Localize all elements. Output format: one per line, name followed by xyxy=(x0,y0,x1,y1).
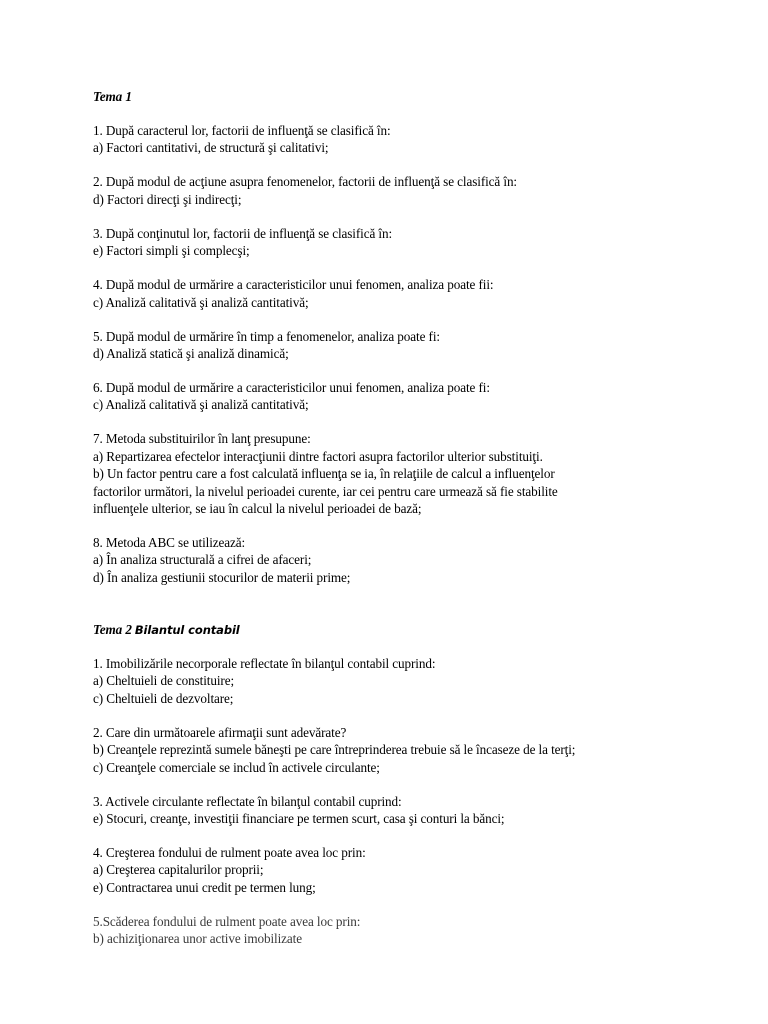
question-text: 8. Metoda ABC se utilizează: xyxy=(93,535,246,551)
question-text: 7. Metoda substituirilor în lanţ presupune: xyxy=(93,431,311,447)
answer-text: c) Analiză calitativă şi analiză cantitativă; xyxy=(93,397,309,413)
answer-text: e) Stocuri, creanţe, investiţii financiare pe termen scurt, casa şi conturi la bănci; xyxy=(93,810,505,826)
answer-text: b) achiziţionarea unor active imobilizate xyxy=(93,931,302,947)
question-block xyxy=(93,655,733,707)
answer-text: d) Factori direcţi şi indirecţi; xyxy=(93,191,242,207)
question-text: 2. După modul de acţiune asupra fenomenelor, factorii de influenţă se clasifică în: xyxy=(93,174,517,190)
answer-text: b) Un factor pentru care a fost calculată influenţa se ia, în relaţiile de calcul a influenţelor xyxy=(93,466,555,482)
question-block xyxy=(93,724,733,776)
question-block xyxy=(93,173,733,208)
answer-text: c) Creanţele comerciale se includ în activele circulante; xyxy=(93,759,380,775)
answer-text: b) Creanţele reprezintă sumele băneşti pe care întreprinderea trebuie să le încaseze de la terţi; xyxy=(93,742,576,758)
question-text: 5. După modul de urmărire în timp a fenomenelor, analiza poate fi: xyxy=(93,328,440,344)
answer-text: factorilor următori, la nivelul perioadei curente, iar cei pentru care urmează să fie stabilite xyxy=(93,483,558,499)
question-text: 5.Scăderea fondului de rulment poate avea loc prin: xyxy=(93,913,361,929)
question-block xyxy=(93,122,733,157)
section-heading-tema-2 xyxy=(93,621,733,639)
question-block xyxy=(93,225,733,260)
question-block xyxy=(93,534,733,586)
question-block xyxy=(93,430,733,517)
section-subtitle: Bilantul contabil xyxy=(134,622,240,637)
question-text: 1. Imobilizările necorporale reflectate în bilanţul contabil cuprind: xyxy=(93,655,436,671)
answer-text: a) În analiza structurală a cifrei de afaceri; xyxy=(93,552,312,568)
answer-text: a) Creşterea capitalurilor proprii; xyxy=(93,862,264,878)
answer-text: e) Contractarea unui credit pe termen lung; xyxy=(93,879,316,895)
answer-text: c) Analiză calitativă şi analiză cantitativă; xyxy=(93,294,309,310)
answer-text: a) Repartizarea efectelor interacţiunii dintre factori asupra factorilor ulterior substituiţi. xyxy=(93,448,543,464)
question-block xyxy=(93,379,733,414)
question-text: 1. După caracterul lor, factorii de influenţă se clasifică în: xyxy=(93,123,391,138)
section-spacer xyxy=(93,603,733,621)
section-title: Tema 2 xyxy=(93,621,132,637)
question-block xyxy=(93,276,733,311)
question-block xyxy=(93,793,733,828)
answer-text: e) Factori simpli şi complecşi; xyxy=(93,243,250,259)
answer-text: influenţele ulterior, se iau în calcul la nivelul perioadei de bază; xyxy=(93,501,422,517)
question-text: 4. Creşterea fondului de rulment poate avea loc prin: xyxy=(93,844,366,860)
section-title: Tema 1 xyxy=(93,89,132,104)
answer-text: d) În analiza gestiunii stocurilor de materii prime; xyxy=(93,569,351,585)
answer-text: d) Analiză statică şi analiză dinamică; xyxy=(93,346,289,362)
question-block xyxy=(93,913,733,948)
question-block xyxy=(93,844,733,896)
answer-text: c) Cheltuieli de dezvoltare; xyxy=(93,690,234,706)
question-text: 6. După modul de urmărire a caracteristicilor unui fenomen, analiza poate fi: xyxy=(93,380,490,396)
section-heading-tema-1 xyxy=(93,88,733,106)
question-text: 3. După conţinutul lor, factorii de influenţă se clasifică în: xyxy=(93,225,393,241)
question-block xyxy=(93,328,733,363)
question-text: 4. După modul de urmărire a caracteristicilor unui fenomen, analiza poate fii: xyxy=(93,277,494,293)
answer-text: a) Factori cantitativi, de structură şi calitativi; xyxy=(93,140,329,156)
question-text: 3. Activele circulante reflectate în bilanţul contabil cuprind: xyxy=(93,793,402,809)
answer-text: a) Cheltuieli de constituire; xyxy=(93,673,235,689)
document-content xyxy=(93,88,733,964)
question-text: 2. Care din următoarele afirmaţii sunt adevărate? xyxy=(93,724,347,740)
